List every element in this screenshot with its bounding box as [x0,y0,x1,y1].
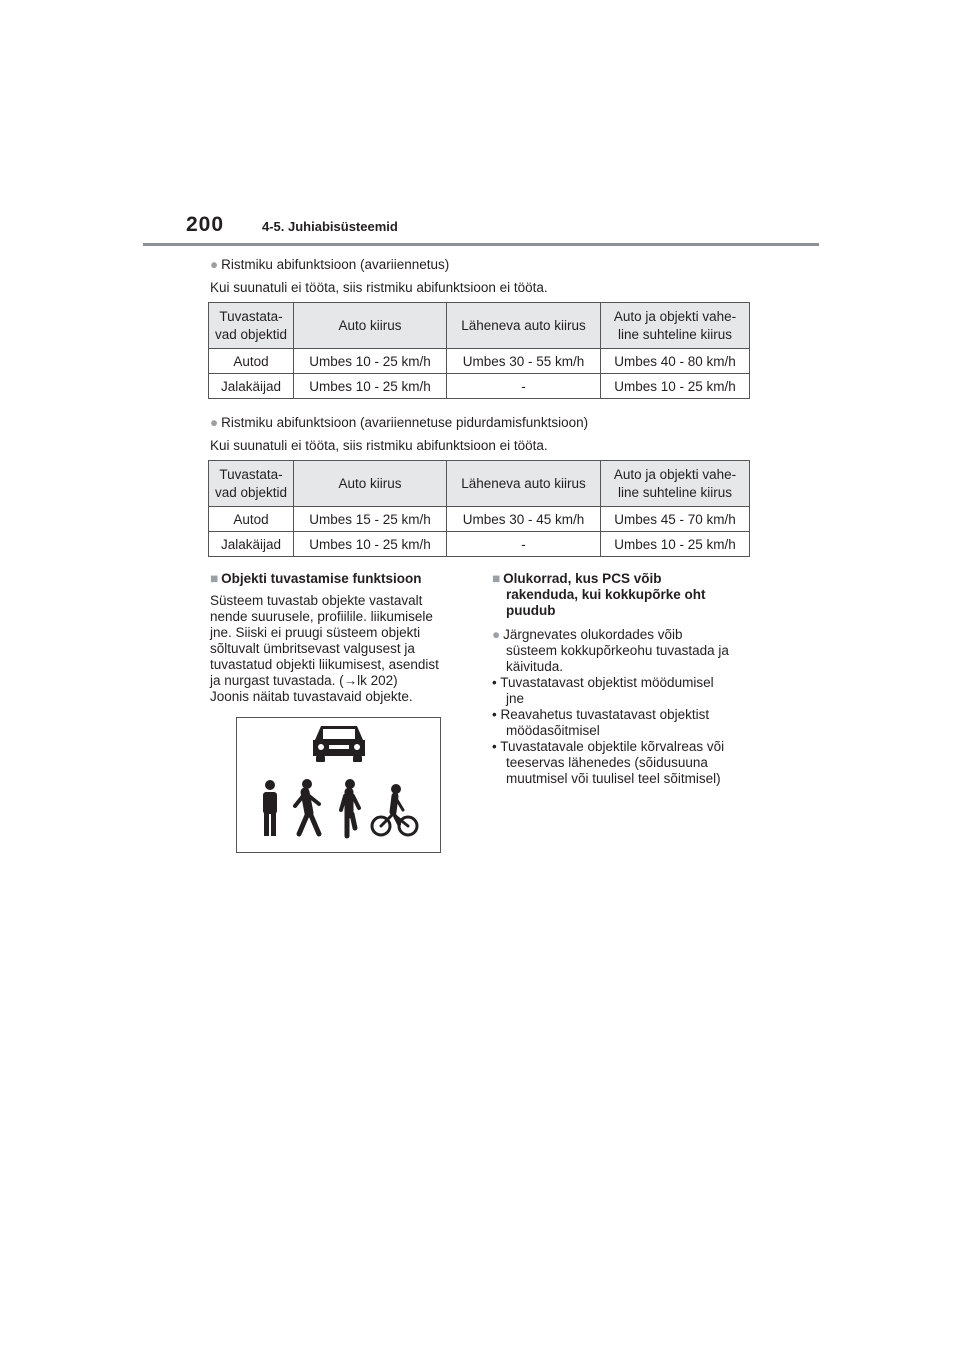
section1-title: Ristmiku abifunktsioon (avariiennetus) [221,257,450,272]
table-row [209,374,750,399]
section1-heading [210,256,755,296]
table-cell: Umbes 10 - 25 km/h [294,374,447,399]
car-icon [313,726,365,762]
square-marker-icon: ■ [210,571,219,586]
table-cell: Umbes 40 - 80 km/h [601,349,750,374]
left-line: tuvastatud objekti liikumisest, asendist [210,657,439,672]
table-1 [208,302,750,399]
header-rule [143,243,819,246]
walking-pedestrian-icon [295,779,319,834]
table-cell: Umbes 10 - 25 km/h [601,532,750,557]
figure-svg [237,718,440,852]
section1-text: Kui suunatuli ei tööta, siis ristmiku abifunktsioon ei tööta. [210,280,548,295]
table-cell: Umbes 30 - 45 km/h [447,507,601,532]
table-header-row [209,303,750,349]
square-marker-icon: ■ [492,571,501,586]
bullet-icon: ● [210,415,219,430]
table-row [209,532,750,557]
table-header-cell: Läheneva auto kiirus [447,303,601,349]
table-header-cell: Tuvastata- vad objektid [209,461,294,507]
right-heading: ■ Olukorrad, kus PCS võib rakenduda, kui kokkupõrke oht puudub [492,571,706,618]
table-cell: - [447,532,601,557]
running-pedestrian-icon [341,779,359,836]
table-cell: Umbes 15 - 25 km/h [294,507,447,532]
right-intro: ● Järgnevates olukordades võib süsteem kokkupõrkeohu tuvastada ja käivituda. [492,627,729,674]
detectable-objects-figure [236,717,441,853]
left-heading: ■ Objekti tuvastamise funktsioon [210,571,422,586]
left-line: sõltuvalt ümbritsevast valgusest ja [210,641,415,656]
cyclist-icon [372,784,417,835]
table-header-cell: Auto ja objekti vahe- line suhteline kiirus [601,303,750,349]
page-number: 200 [186,213,225,236]
table-2 [208,460,750,557]
right-column [492,571,762,787]
table-cell: Jalakäijad [209,374,294,399]
table-cell: - [447,374,601,399]
section2-heading [210,414,755,454]
bullet-icon: ● [210,257,219,272]
section-title: 4-5. Juhiabisüsteemid [262,219,398,234]
table-row [209,507,750,532]
left-line: Süsteem tuvastab objekte vastavalt [210,593,423,608]
left-line: ja nurgast tuvastada. (→lk 202) [210,673,398,688]
table-cell: Umbes 45 - 70 km/h [601,507,750,532]
left-line: Joonis näitab tuvastavaid objekte. [210,689,413,704]
table-cell: Jalakäijad [209,532,294,557]
list-item: • Tuvastatavast objektist möödumisel jne [492,675,714,706]
table-cell: Umbes 10 - 25 km/h [601,374,750,399]
table-header-cell: Auto kiirus [294,303,447,349]
table-header-cell: Tuvastata- vad objektid [209,303,294,349]
table-cell: Autod [209,507,294,532]
table-header-cell: Auto ja objekti vahe- line suhteline kiirus [601,461,750,507]
table-row [209,349,750,374]
table-header-cell: Läheneva auto kiirus [447,461,601,507]
list-item: • Reavahetus tuvastatavast objektist möödasõitmisel [492,707,710,738]
section2-text: Kui suunatuli ei tööta, siis ristmiku abifunktsioon ei tööta. [210,438,548,453]
left-line: nende suurusele, profiilile. liikumisele [210,609,433,624]
standing-pedestrian-icon [263,780,277,836]
table-cell: Autod [209,349,294,374]
table-cell: Umbes 10 - 25 km/h [294,349,447,374]
bullet-icon: ● [492,627,501,642]
list-item: • Tuvastatavale objektile kõrvalreas või teeservas lähenedes (sõidusuuna muutmisel või tuulisel teel sõitmisel) [492,739,725,786]
section2-title: Ristmiku abifunktsioon (avariiennetuse pidurdamisfunktsioon) [221,415,589,430]
table-cell: Umbes 30 - 55 km/h [447,349,601,374]
left-line: jne. Siiski ei pruugi süsteem objekti [210,625,421,640]
left-column [210,571,460,705]
table-cell: Umbes 10 - 25 km/h [294,532,447,557]
table-header-row [209,461,750,507]
table-header-cell: Auto kiirus [294,461,447,507]
